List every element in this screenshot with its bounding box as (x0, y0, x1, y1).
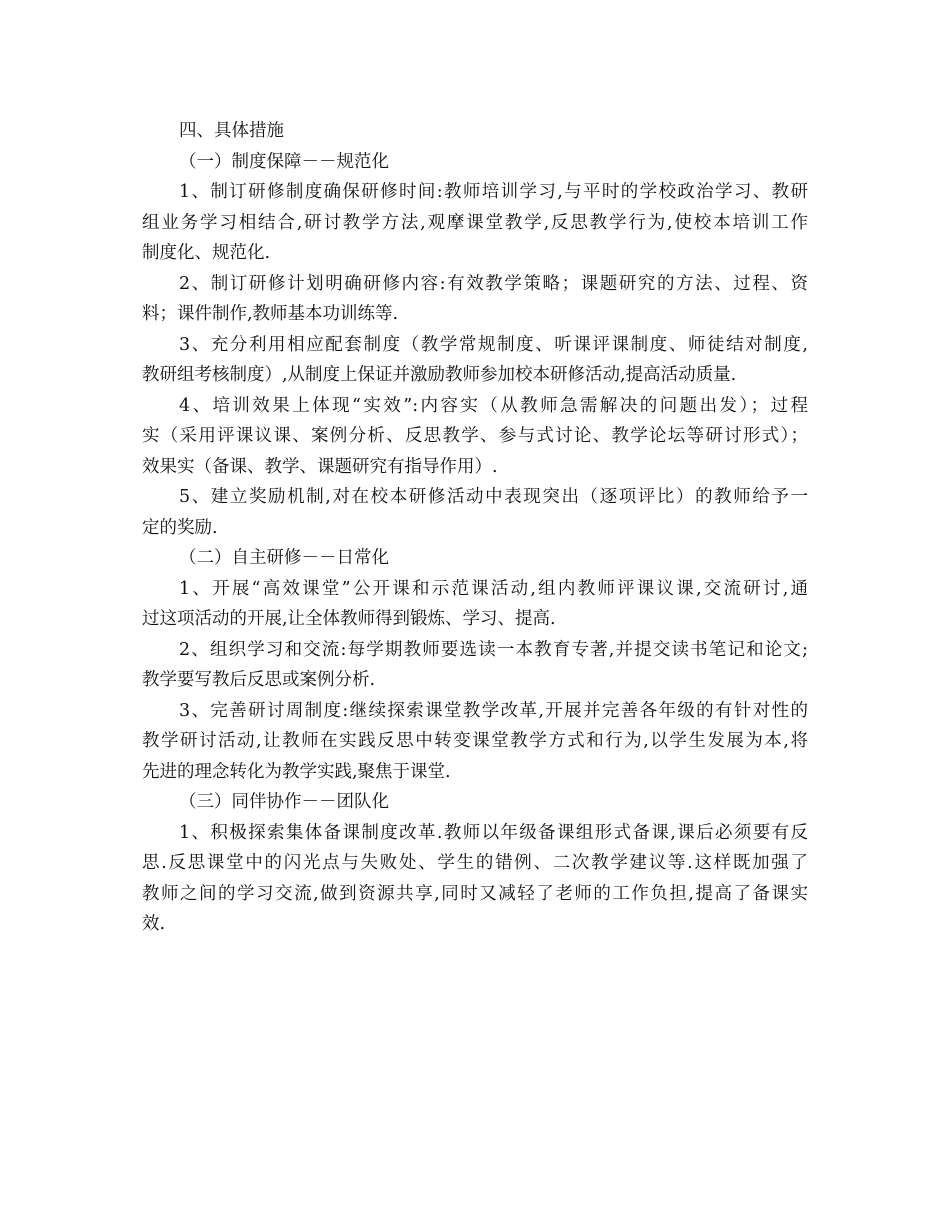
paragraph-line: 思.反思课堂中的闪光点与失败处、学生的错例、二次教学建议等.这样既加强了 (142, 853, 808, 873)
paragraph-line: 先进的理念转化为教学实践,聚焦于课堂. (142, 761, 451, 782)
paragraph-line: 2、制订研修计划明确研修内容:有效教学策略；课题研究的方法、过程、资 (179, 273, 808, 294)
paragraph-line: 教师之间的学习交流,做到资源共享,同时又减轻了老师的工作负担,提高了备课实 (142, 883, 808, 904)
paragraph-line: 教学研讨活动,让教师在实践反思中转变课堂教学方式和行为,以学生发展为本,将 (142, 731, 808, 751)
subsection-heading: （一）制度保障－－规范化 (179, 151, 389, 172)
paragraph-line: 效. (142, 914, 166, 934)
paragraph-line: 料；课件制作,教师基本功训练等. (142, 304, 399, 324)
paragraph-line: 1、积极探索集体备课制度改革.教师以年级备课组形式备课,课后必须要有反 (179, 822, 808, 843)
paragraph-line: 组业务学习相结合,研讨教学方法,观摩课堂教学,反思教学行为,使校本培训工作 (142, 212, 808, 233)
paragraph-line: 实（采用评课议课、案例分析、反思教学、参与式讨论、教学论坛等研讨形式）； (142, 426, 808, 446)
paragraph-line: 2、组织学习和交流:每学期教师要选读一本教育专著,并提交读书笔记和论文; (179, 639, 808, 660)
paragraph-line: 教学要写教后反思或案例分析. (142, 670, 376, 690)
paragraph-line: 教研组考核制度）,从制度上保证并激励教师参加校本研修活动,提高活动质量. (142, 365, 737, 385)
paragraph-line: 效果实（备课、教学、课题研究有指导作用）. (142, 456, 498, 477)
document-body (142, 116, 808, 940)
paragraph-line: 过这项活动的开展,让全体教师得到锻炼、学习、提高. (142, 609, 556, 629)
paragraph-line: 5、建立奖励机制,对在校本研修活动中表现突出（逐项评比）的教师给予一 (179, 487, 808, 507)
paragraph-line: 3、完善研讨周制度:继续探索课堂教学改革,开展并完善各年级的有针对性的 (179, 700, 808, 721)
paragraph-line: 1、开展“高效课堂”公开课和示范课活动,组内教师评课议课,交流研讨,通 (179, 578, 808, 599)
paragraph-line: 3、充分利用相应配套制度（教学常规制度、听课评课制度、师徒结对制度, (179, 334, 808, 355)
subsection-heading: （三）同伴协作－－团队化 (179, 792, 389, 812)
section-heading: 四、具体措施 (179, 121, 284, 141)
paragraph-line: 定的奖励. (142, 517, 218, 538)
paragraph-line: 制度化、规范化. (142, 243, 271, 263)
paragraph-line: 1、制订研修制度确保研修时间:教师培训学习,与平时的学校政治学习、教研 (179, 182, 808, 202)
paragraph-line: 4、培训效果上体现“实效”:内容实（从教师急需解决的问题出发）；过程 (179, 395, 808, 416)
subsection-heading: （二）自主研修－－日常化 (179, 548, 389, 568)
